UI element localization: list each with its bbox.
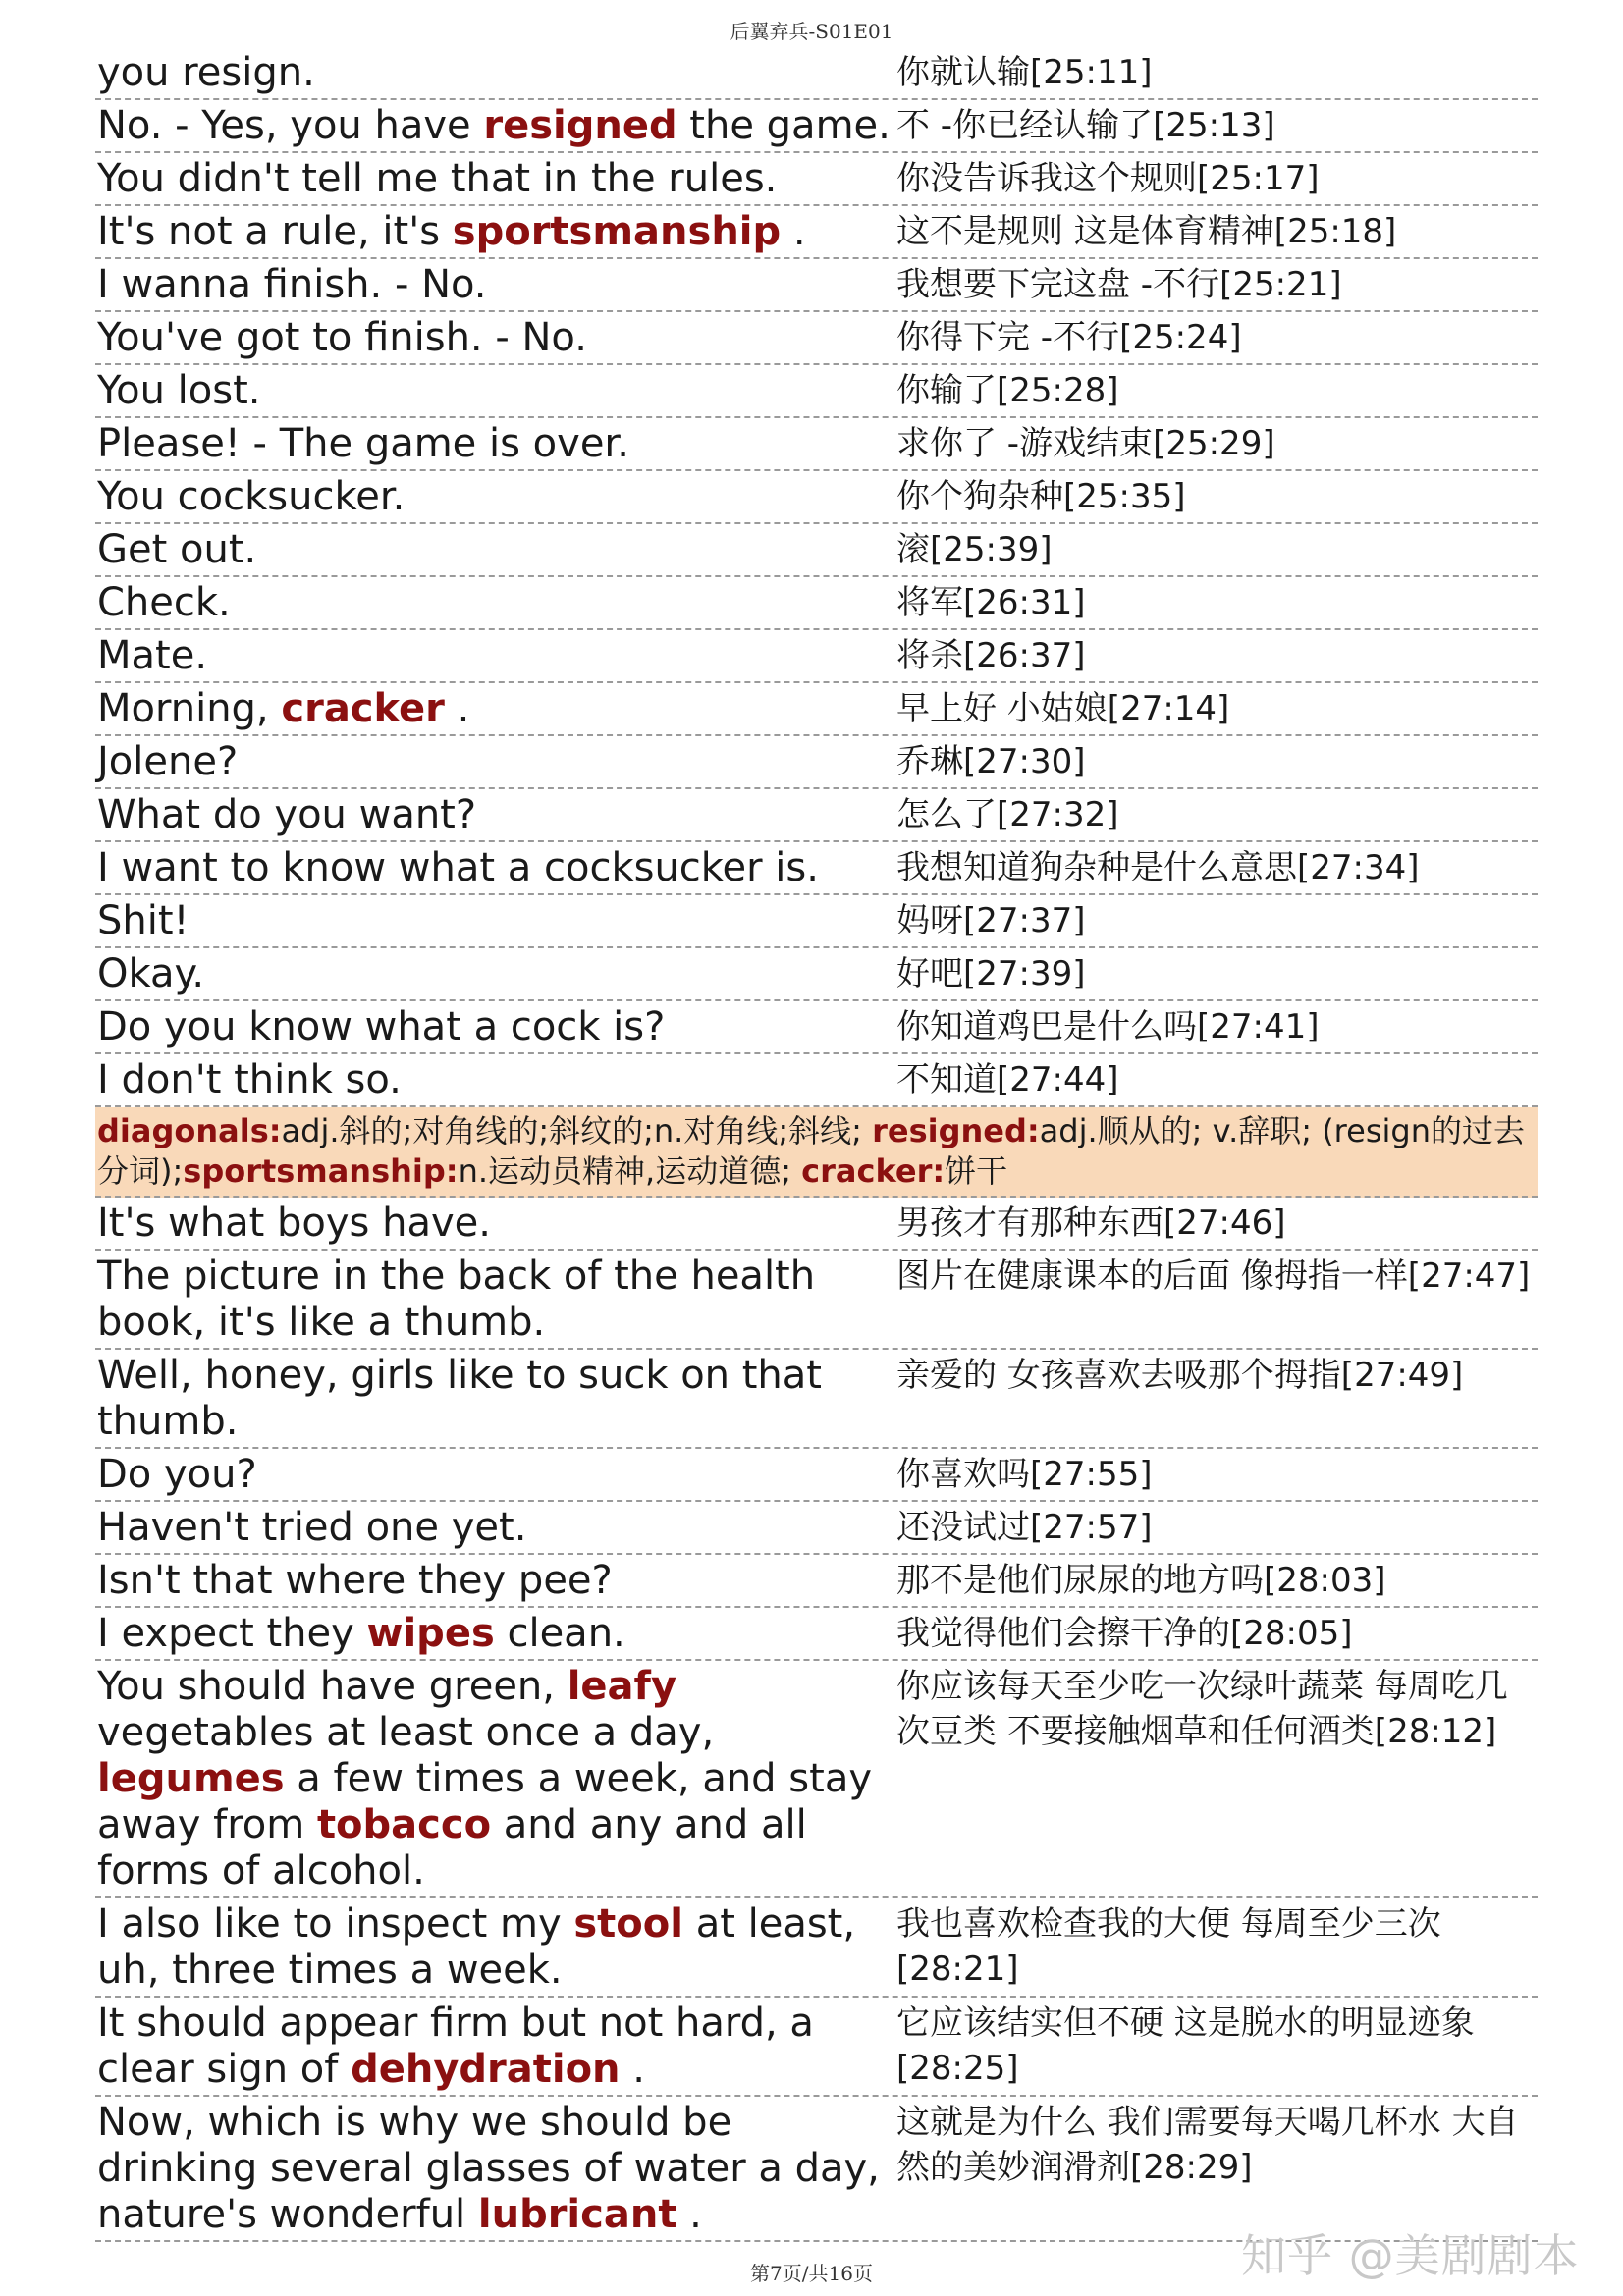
subtitle-row — [95, 1054, 1538, 1107]
highlighted-word: stool — [573, 1901, 683, 1947]
vocabulary-box — [95, 1107, 1538, 1198]
english-line — [95, 209, 893, 255]
chinese-line: 那不是他们尿尿的地方吗[28:03] — [896, 1561, 1386, 1600]
english-text: vegetables at least once a day, — [97, 1710, 715, 1755]
highlighted-word: dehydration — [351, 2047, 621, 2092]
english-text: Check. — [97, 580, 231, 625]
english-line — [95, 1505, 893, 1551]
english-text: Isn't that where they pee? — [97, 1558, 613, 1603]
vocab-term: cracker: — [801, 1152, 946, 1190]
page-footer: 第7页/共16页 — [750, 2262, 873, 2285]
subtitle-row — [95, 1449, 1538, 1502]
chinese-line: 你没告诉我这个规则[25:17] — [896, 159, 1320, 198]
english-text: I don't think so. — [97, 1057, 402, 1102]
english-text: at least, uh, three times a week. — [97, 1901, 856, 1993]
english-line — [95, 1254, 893, 1346]
subtitle-row — [95, 1001, 1538, 1054]
english-text: Okay. — [97, 951, 205, 996]
chinese-line: 我想知道狗杂种是什么意思[27:34] — [896, 848, 1420, 887]
subtitle-row — [95, 1502, 1538, 1555]
vocab-definition: n.运动员精神,运动道德; — [458, 1152, 802, 1190]
chinese-line: 不知道[27:44] — [896, 1060, 1119, 1099]
english-line — [95, 792, 893, 838]
english-line — [95, 686, 893, 732]
subtitle-row — [95, 1350, 1538, 1449]
english-text: Do you? — [97, 1452, 257, 1497]
subtitle-row — [95, 365, 1538, 418]
highlighted-word: sportsmanship — [452, 209, 782, 254]
vocab-term: diagonals: — [97, 1112, 282, 1149]
subtitle-row — [95, 418, 1538, 471]
chinese-line: 你个狗杂种[25:35] — [896, 477, 1186, 516]
english-line — [95, 1452, 893, 1498]
english-text: I wanna finish. - No. — [97, 262, 487, 307]
english-text: . — [781, 209, 806, 254]
english-text: It's what boys have. — [97, 1201, 491, 1246]
highlighted-word: tobacco — [316, 1802, 492, 1847]
subtitle-row — [95, 1608, 1538, 1661]
subtitle-row — [95, 471, 1538, 524]
chinese-line: 早上好 小姑娘[27:14] — [896, 689, 1230, 728]
chinese-line: 你应该每天至少吃一次绿叶蔬菜 每周吃几次豆类 不要接触烟草和任何酒类[28:12] — [896, 1667, 1508, 1751]
english-line — [95, 1611, 893, 1657]
chinese-line: 求你了 -游戏结束[25:29] — [896, 424, 1275, 463]
english-text: Well, honey, girls like to suck on that thumb. — [97, 1353, 822, 1444]
highlighted-word: cracker — [281, 686, 445, 731]
english-line — [95, 2100, 893, 2238]
english-line — [95, 2001, 893, 2093]
chinese-line: 将杀[26:37] — [896, 636, 1086, 675]
english-text: No. - Yes, you have — [97, 103, 484, 148]
chinese-line: 这就是为什么 我们需要每天喝几杯水 大自然的美妙润滑剂[28:29] — [896, 2103, 1519, 2187]
subtitle-row — [95, 577, 1538, 630]
chinese-line: 好吧[27:39] — [896, 954, 1086, 993]
chinese-line: 你喜欢吗[27:55] — [896, 1455, 1153, 1494]
chinese-line: 我想要下完这盘 -不行[25:21] — [896, 265, 1342, 304]
subtitle-row — [95, 1555, 1538, 1608]
english-line — [95, 1201, 893, 1247]
english-line — [95, 1901, 893, 1994]
vocab-definition: adj.顺从的; v.辞职; (resign的过去分词); — [97, 1112, 1525, 1190]
english-line — [95, 262, 893, 308]
english-text: a few times a week, and stay away from — [97, 1756, 872, 1847]
english-text: Please! - The game is over. — [97, 421, 629, 466]
chinese-line: 你得下完 -不行[25:24] — [896, 318, 1242, 357]
english-line — [95, 739, 893, 785]
subtitle-row — [95, 842, 1538, 895]
english-line — [95, 474, 893, 520]
subtitle-rows-after — [95, 1198, 1538, 2242]
chinese-line: 这不是规则 这是体育精神[25:18] — [896, 212, 1397, 251]
subtitle-rows-before — [95, 47, 1538, 1107]
subtitle-row — [95, 1251, 1538, 1350]
subtitle-row — [95, 206, 1538, 259]
english-text: You lost. — [97, 368, 261, 413]
subtitle-row — [95, 1998, 1538, 2097]
chinese-line: 妈呀[27:37] — [896, 901, 1086, 940]
subtitle-row — [95, 259, 1538, 312]
subtitle-row — [95, 100, 1538, 153]
highlighted-word: leafy — [567, 1664, 677, 1709]
english-text: I want to know what a cocksucker is. — [97, 845, 819, 890]
english-text: Haven't tried one yet. — [97, 1505, 527, 1550]
english-line — [95, 315, 893, 361]
chinese-line: 男孩才有那种东西[27:46] — [896, 1203, 1286, 1243]
highlighted-word: resigned — [483, 103, 677, 148]
english-text: It should appear firm but not hard, a clear sign of — [97, 2001, 814, 2092]
english-text: you resign. — [97, 50, 315, 95]
watermark: 知乎 @美剧剧本 — [1241, 2229, 1580, 2282]
english-line — [95, 421, 893, 467]
highlighted-word: wipes — [366, 1611, 495, 1656]
english-text: Shit! — [97, 898, 189, 943]
english-line — [95, 368, 893, 414]
subtitle-row — [95, 153, 1538, 206]
english-text: and any and all forms of alcohol. — [97, 1802, 807, 1894]
english-line — [95, 845, 893, 891]
english-line — [95, 1057, 893, 1103]
english-text: Morning, — [97, 686, 282, 731]
english-text: Mate. — [97, 633, 208, 678]
chinese-line: 它应该结实但不硬 这是脱水的明显迹象[28:25] — [896, 2003, 1475, 2088]
english-text: You cocksucker. — [97, 474, 406, 519]
chinese-line: 图片在健康课本的后面 像拇指一样[27:47] — [896, 1256, 1531, 1296]
chinese-line: 你输了[25:28] — [896, 371, 1119, 410]
subtitle-row — [95, 630, 1538, 683]
english-line — [95, 103, 893, 149]
english-line — [95, 1004, 893, 1050]
chinese-line: 不 -你已经认输了[25:13] — [896, 106, 1275, 145]
subtitle-row — [95, 895, 1538, 948]
chinese-line: 亲爱的 女孩喜欢去吸那个拇指[27:49] — [896, 1356, 1464, 1395]
vocab-definition: 饼干 — [945, 1152, 1008, 1190]
highlighted-word: legumes — [97, 1756, 285, 1801]
chinese-line: 我觉得他们会擦干净的[28:05] — [896, 1614, 1353, 1653]
english-text: Do you know what a cock is? — [97, 1004, 666, 1049]
vocab-term: sportsmanship: — [183, 1152, 459, 1190]
subtitle-table — [95, 47, 1538, 2242]
english-text: Get out. — [97, 527, 257, 572]
english-line — [95, 50, 893, 96]
chinese-line: 将军[26:31] — [896, 583, 1086, 622]
english-line — [95, 527, 893, 573]
english-text: clean. — [494, 1611, 625, 1656]
subtitle-row — [95, 1198, 1538, 1251]
subtitle-row — [95, 524, 1538, 577]
english-text: the game. — [676, 103, 891, 148]
english-text: Jolene? — [97, 739, 239, 784]
subtitle-row — [95, 948, 1538, 1001]
english-line — [95, 1558, 893, 1604]
english-text: You've got to finish. - No. — [97, 315, 587, 360]
english-line — [95, 1353, 893, 1445]
english-text: You should have green, — [97, 1664, 568, 1709]
subtitle-row — [95, 1661, 1538, 1898]
english-text: Now, which is why we should be drinking several glasses of water a day, nature's wonderful — [97, 2100, 880, 2237]
english-text: . — [676, 2192, 702, 2237]
subtitle-row — [95, 683, 1538, 736]
english-text: It's not a rule, it's — [97, 209, 453, 254]
english-line — [95, 580, 893, 626]
chinese-line: 你知道鸡巴是什么吗[27:41] — [896, 1007, 1320, 1046]
chinese-line: 乔琳[27:30] — [896, 742, 1086, 781]
english-text: What do you want? — [97, 792, 477, 837]
chinese-line: 滚[25:39] — [896, 530, 1053, 569]
chinese-line: 我也喜欢检查我的大便 每周至少三次[28:21] — [896, 1904, 1441, 1989]
chinese-line: 你就认输[25:11] — [896, 53, 1153, 92]
english-text: . — [444, 686, 470, 731]
english-text: You didn't tell me that in the rules. — [97, 156, 778, 201]
english-line — [95, 156, 893, 202]
english-text: I also like to inspect my — [97, 1901, 574, 1947]
english-text: I expect they — [97, 1611, 367, 1656]
subtitle-row — [95, 789, 1538, 842]
chinese-line: 还没试过[27:57] — [896, 1508, 1153, 1547]
subtitle-row — [95, 1898, 1538, 1998]
subtitle-row — [95, 312, 1538, 365]
english-line — [95, 633, 893, 679]
chinese-line: 怎么了[27:32] — [896, 795, 1119, 834]
vocab-term: resigned: — [872, 1112, 1040, 1149]
subtitle-row — [95, 47, 1538, 100]
english-text: The picture in the back of the health book, it's like a thumb. — [97, 1254, 816, 1345]
highlighted-word: lubricant — [477, 2192, 677, 2237]
page-header: 后翼弃兵-S01E01 — [730, 20, 893, 43]
english-text: . — [620, 2047, 645, 2092]
subtitle-row — [95, 736, 1538, 789]
english-line — [95, 1664, 893, 1895]
english-line — [95, 951, 893, 997]
vocab-definition: adj.斜的;对角线的;斜纹的;n.对角线;斜线; — [281, 1112, 873, 1149]
english-line — [95, 898, 893, 944]
